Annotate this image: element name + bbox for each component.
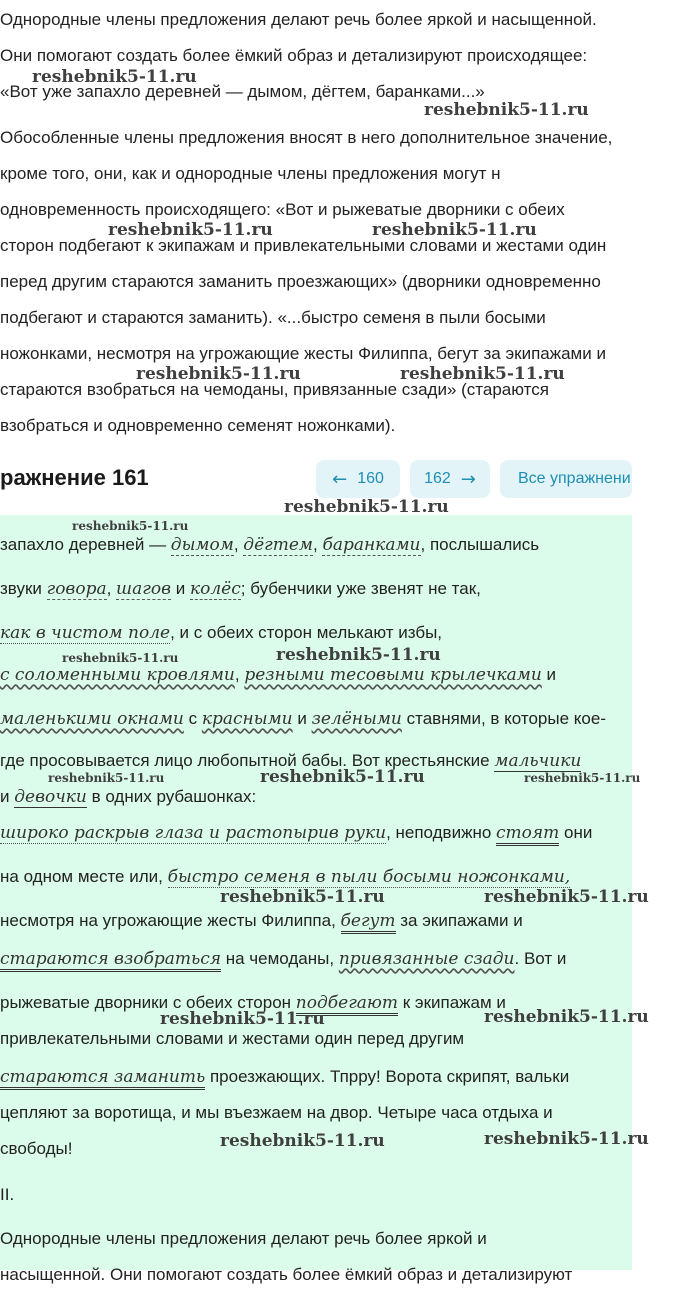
adverbial-phrase: быстро семеня в пыли босыми ножонками, xyxy=(167,867,571,887)
predicate: подбегают xyxy=(296,993,398,1016)
text-fragment: , xyxy=(233,535,244,554)
text-line: привлекательными словами и жестами один перед другим xyxy=(0,1029,465,1048)
predicate: стараются взобраться xyxy=(0,949,221,972)
predicate: стоят xyxy=(496,823,559,846)
text-line: «Вот уже запахло деревней — дымом, дёгтем, баранками...» xyxy=(0,82,485,101)
answer-image xyxy=(0,497,649,1284)
text-line: взобраться и одновременно семенят ножонками). xyxy=(0,416,396,435)
watermark: reshebnik5-11.ru xyxy=(524,771,641,785)
text-fragment: ; бубенчики уже звенят не так, xyxy=(240,579,481,598)
homogeneous-member: дёгтем xyxy=(243,535,313,555)
predicate: стараются заманить xyxy=(0,1067,205,1090)
text-line: цепляют за воротища, и мы въезжаем на двор. Четыре часа отдыха и xyxy=(0,1103,553,1122)
text-line: перед другим стараются заманить проезжающих» (дворники одновременно xyxy=(0,272,601,291)
predicate: бегут xyxy=(341,911,396,934)
watermark: reshebnik5-11.ru xyxy=(108,220,273,240)
text-line xyxy=(0,787,256,807)
homogeneous-member: баранками xyxy=(322,535,421,555)
subject: девочки xyxy=(14,787,87,807)
text-line xyxy=(0,709,606,729)
prev-exercise-label: 160 xyxy=(357,470,384,487)
text-fragment: к экипажам и xyxy=(398,993,506,1012)
watermark: reshebnik5-11.ru xyxy=(484,1129,649,1149)
text-line xyxy=(0,867,570,887)
text-fragment: с xyxy=(183,709,202,728)
text-fragment: в одних рубашонках: xyxy=(86,787,257,806)
watermark: reshebnik5-11.ru xyxy=(32,67,197,87)
attribute-phrase: красными xyxy=(201,709,293,729)
watermark: reshebnik5-11.ru xyxy=(72,519,189,533)
text-fragment: , и с обеих сторон мелькают избы, xyxy=(170,623,443,642)
next-exercise-label: 162 xyxy=(424,470,451,487)
text-line: подбегают и стараются заманить). «...быстро семеня в пыли босыми xyxy=(0,308,546,327)
exercise-title: ражнение 161 xyxy=(0,465,149,490)
text-line xyxy=(0,535,539,555)
text-line: одновременность происходящего: «Вот и рыжеватые дворники с обеих xyxy=(0,200,565,219)
text-fragment: проезжающих. Тпрру! Ворота скрипят, вальки xyxy=(205,1067,570,1086)
text-fragment: . Вот и xyxy=(514,949,567,968)
text-fragment: , xyxy=(234,665,245,684)
next-exercise-button[interactable] xyxy=(410,460,490,498)
prev-exercise-button[interactable] xyxy=(316,460,400,498)
watermark: reshebnik5-11.ru xyxy=(62,651,179,665)
text-fragment: на чемоданы, xyxy=(221,949,339,968)
all-exercises-label: Все упражнени xyxy=(518,470,631,487)
watermark: reshebnik5-11.ru xyxy=(136,364,301,384)
text-fragment: рыжеватые дворники с обеих сторон xyxy=(0,993,296,1012)
adverbial-phrase: широко раскрыв глаза и растопырив руки xyxy=(0,823,387,843)
homogeneous-member: говора xyxy=(46,579,107,599)
text-line: II. xyxy=(0,1185,15,1204)
text-fragment: на одном месте или, xyxy=(0,867,168,886)
text-line: сторон подбегают к экипажам и привлекательными словами и жестами один xyxy=(0,236,607,255)
text-fragment: , неподвижно xyxy=(386,823,497,842)
text-fragment: и xyxy=(541,665,557,684)
text-line xyxy=(0,949,566,969)
adverbial-phrase: как в чистом поле xyxy=(0,623,171,643)
text-fragment: , xyxy=(313,535,323,554)
text-line xyxy=(0,911,523,931)
watermark: reshebnik5-11.ru xyxy=(260,767,425,787)
watermark: reshebnik5-11.ru xyxy=(484,887,649,907)
watermark: reshebnik5-11.ru xyxy=(220,1131,385,1151)
watermark: reshebnik5-11.ru xyxy=(424,100,589,120)
text-line: Обособленные члены предложения вносят в него дополнительное значение, xyxy=(0,128,613,147)
text-fragment: , xyxy=(106,579,117,598)
attribute-phrase: резными тесовыми крылечками xyxy=(244,665,542,685)
text-line: кроме того, они, как и однородные члены предложения могут н xyxy=(0,164,501,183)
watermark: reshebnik5-11.ru xyxy=(372,220,537,240)
attribute-phrase: маленькими окнами xyxy=(0,709,184,729)
text-line: ножонками, несмотря на угрожающие жесты Филиппа, бегут за экипажами и xyxy=(0,344,606,363)
text-fragment: где просовывается лицо любопытной бабы. Вот крестьянские xyxy=(0,751,495,770)
text-fragment: звуки xyxy=(0,579,47,598)
watermark: reshebnik5-11.ru xyxy=(400,364,565,384)
watermark: reshebnik5-11.ru xyxy=(276,645,441,665)
arrow-left-icon: ← xyxy=(332,468,348,490)
watermark: reshebnik5-11.ru xyxy=(284,497,449,517)
all-exercises-button[interactable] xyxy=(500,460,632,498)
text-line xyxy=(0,579,481,599)
watermark: reshebnik5-11.ru xyxy=(48,771,165,785)
text-fragment: они xyxy=(559,823,593,842)
text-fragment: за экипажами и xyxy=(395,911,523,930)
text-fragment: и xyxy=(171,579,190,598)
attribute-phrase: с соломенными кровлями xyxy=(0,665,235,685)
text-fragment: и xyxy=(0,787,15,806)
text-fragment: несмотря на угрожающие жесты Филиппа, xyxy=(0,911,341,930)
text-line: Они помогают создать более ёмкий образ и детализируют происходящее: xyxy=(0,46,588,65)
text-line xyxy=(0,1067,569,1087)
homogeneous-member: колёс xyxy=(189,579,241,599)
text-line: Однородные члены предложения делают речь более яркой и насыщенной. xyxy=(0,10,597,29)
text-fragment: запахло деревней — xyxy=(0,535,171,554)
homogeneous-member: дымом xyxy=(170,535,234,555)
watermark: reshebnik5-11.ru xyxy=(160,1009,325,1029)
text-line: Однородные члены предложения делают речь более яркой и xyxy=(0,1229,487,1248)
text-line: насыщенной. Они помогают создать более ёмкий образ и детализируют xyxy=(0,1265,573,1284)
subject: мальчики xyxy=(494,751,582,771)
watermark: reshebnik5-11.ru xyxy=(484,1007,649,1027)
text-line xyxy=(0,623,442,643)
attribute-phrase: зелёными xyxy=(311,709,402,729)
watermark: reshebnik5-11.ru xyxy=(220,887,385,907)
text-line: стараются взобраться на чемоданы, привязанные сзади» (стараются xyxy=(0,380,549,399)
text-fragment: ставнями, в которые кое- xyxy=(401,709,606,728)
arrow-right-icon: → xyxy=(460,468,476,490)
text-fragment: и xyxy=(292,709,312,728)
homogeneous-member: шагов xyxy=(116,579,172,599)
text-line: свободы! xyxy=(0,1139,73,1158)
text-line xyxy=(0,665,556,685)
attribute-phrase: привязанные сзади xyxy=(338,949,515,969)
text-fragment: , послышались xyxy=(420,535,540,554)
text-line xyxy=(0,823,592,843)
